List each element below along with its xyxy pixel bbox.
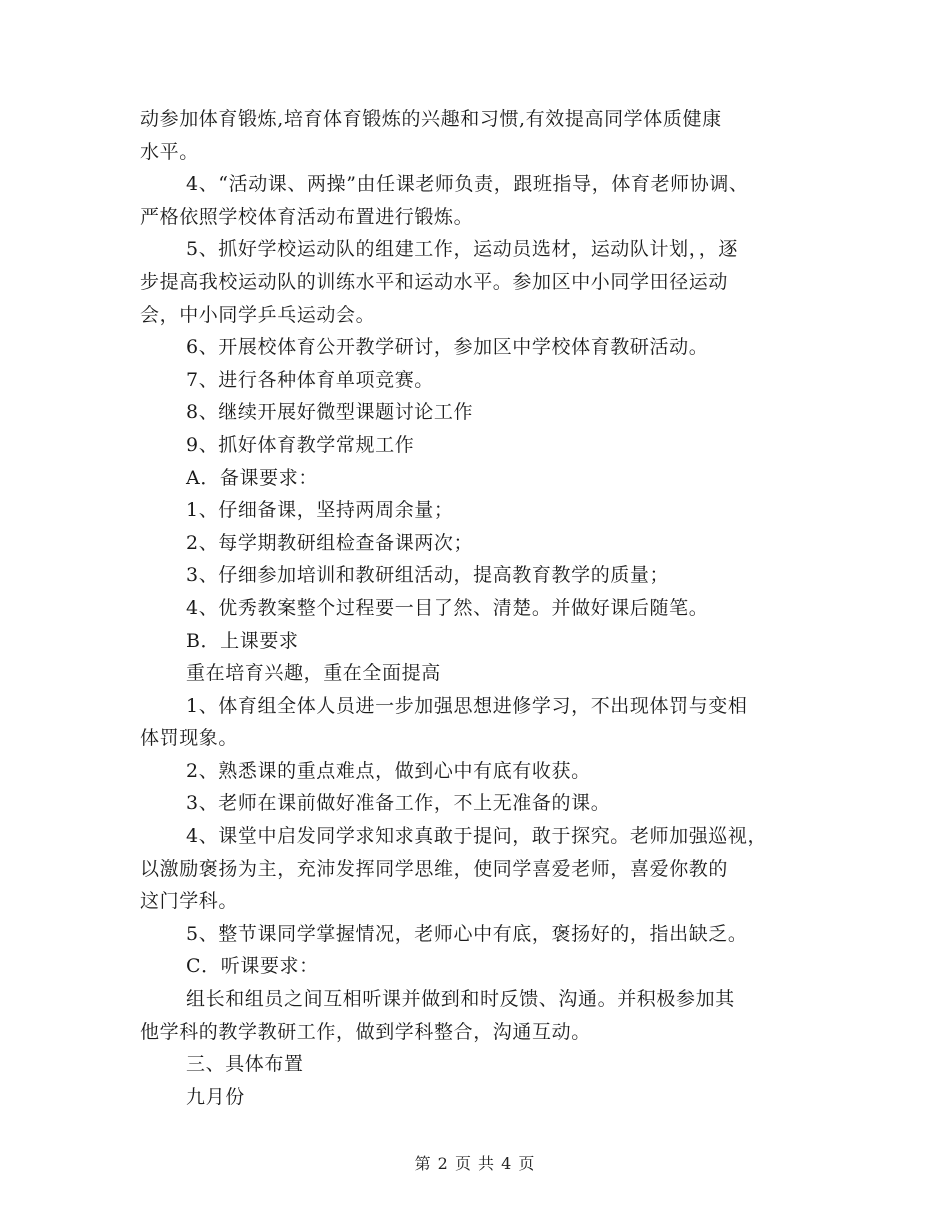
text-line: 会，中小同学乒乓运动会。 <box>140 303 376 326</box>
text-line: 8、继续开展好微型课题讨论工作 <box>186 401 474 424</box>
text-line: 4、优秀教案整个过程要一目了然、清楚。并做好课后随笔。 <box>186 596 709 619</box>
text-line: 严格依照学校体育活动布置进行锻炼。 <box>140 205 474 228</box>
text-line: 水平。 <box>140 140 199 163</box>
text-line: 体罚现象。 <box>140 727 239 750</box>
text-line: 1、体育组全体人员进一步加强思想进修学习，不出现体罚与变相 <box>186 694 748 717</box>
text-line: 2、熟悉课的重点难点，做到心中有底有收获。 <box>186 759 591 782</box>
text-line: 步提高我校运动队的训练水平和运动水平。参加区中小同学田径运动 <box>140 270 729 293</box>
text-line: 1、仔细备课，坚持两周余量； <box>186 499 454 522</box>
text-line: 他学科的教学教研工作，做到学科整合，沟通互动。 <box>140 1020 591 1043</box>
page-footer: 第 2 页 共 4 页 <box>414 1154 536 1173</box>
text-line: C．听课要求： <box>186 955 319 978</box>
text-line: B．上课要求 <box>186 629 299 652</box>
text-line: 九月份 <box>186 1085 245 1108</box>
text-line: A．备课要求： <box>186 466 318 489</box>
text-line: 4、“活动课、两操”由任课老师负责，跟班指导，体育老师协调、 <box>186 173 749 196</box>
document-body <box>140 103 820 1113</box>
text-line: 3、仔细参加培训和教研组活动，提高教育教学的质量； <box>186 564 670 587</box>
text-line: 5、整节课同学掌握情况，老师心中有底，褒扬好的，指出缺乏。 <box>186 922 748 945</box>
text-line: 2、每学期教研组检查备课两次； <box>186 531 474 554</box>
text-line: 6、开展校体育公开教学研讨，参加区中学校体育教研活动。 <box>186 336 709 359</box>
text-line: 重在培育兴趣，重在全面提高 <box>186 662 441 685</box>
text-line: 3、老师在课前做好准备工作，不上无准备的课。 <box>186 792 611 815</box>
text-line: 4、课堂中启发同学求知求真敢于提问，敢于探究。老师加强巡视， <box>186 825 768 848</box>
text-line: 9、抓好体育教学常规工作 <box>186 433 415 456</box>
text-line: 5、抓好学校运动队的组建工作，运动员选材，运动队计划，，逐 <box>186 238 738 261</box>
text-line: 三、具体布置 <box>186 1053 304 1076</box>
text-line: 组长和组员之间互相听课并做到和时反馈、沟通。并积极参加其 <box>186 988 735 1011</box>
text-line: 这门学科。 <box>140 890 239 913</box>
text-line: 动参加体育锻炼,培育体育锻炼的兴趣和习惯,有效提高同学体质健康 <box>140 108 722 130</box>
text-line: 以激励褒扬为主，充沛发挥同学思维，使同学喜爱老师，喜爱你教的 <box>140 857 729 880</box>
text-line: 7、进行各种体育单项竞赛。 <box>186 368 434 391</box>
